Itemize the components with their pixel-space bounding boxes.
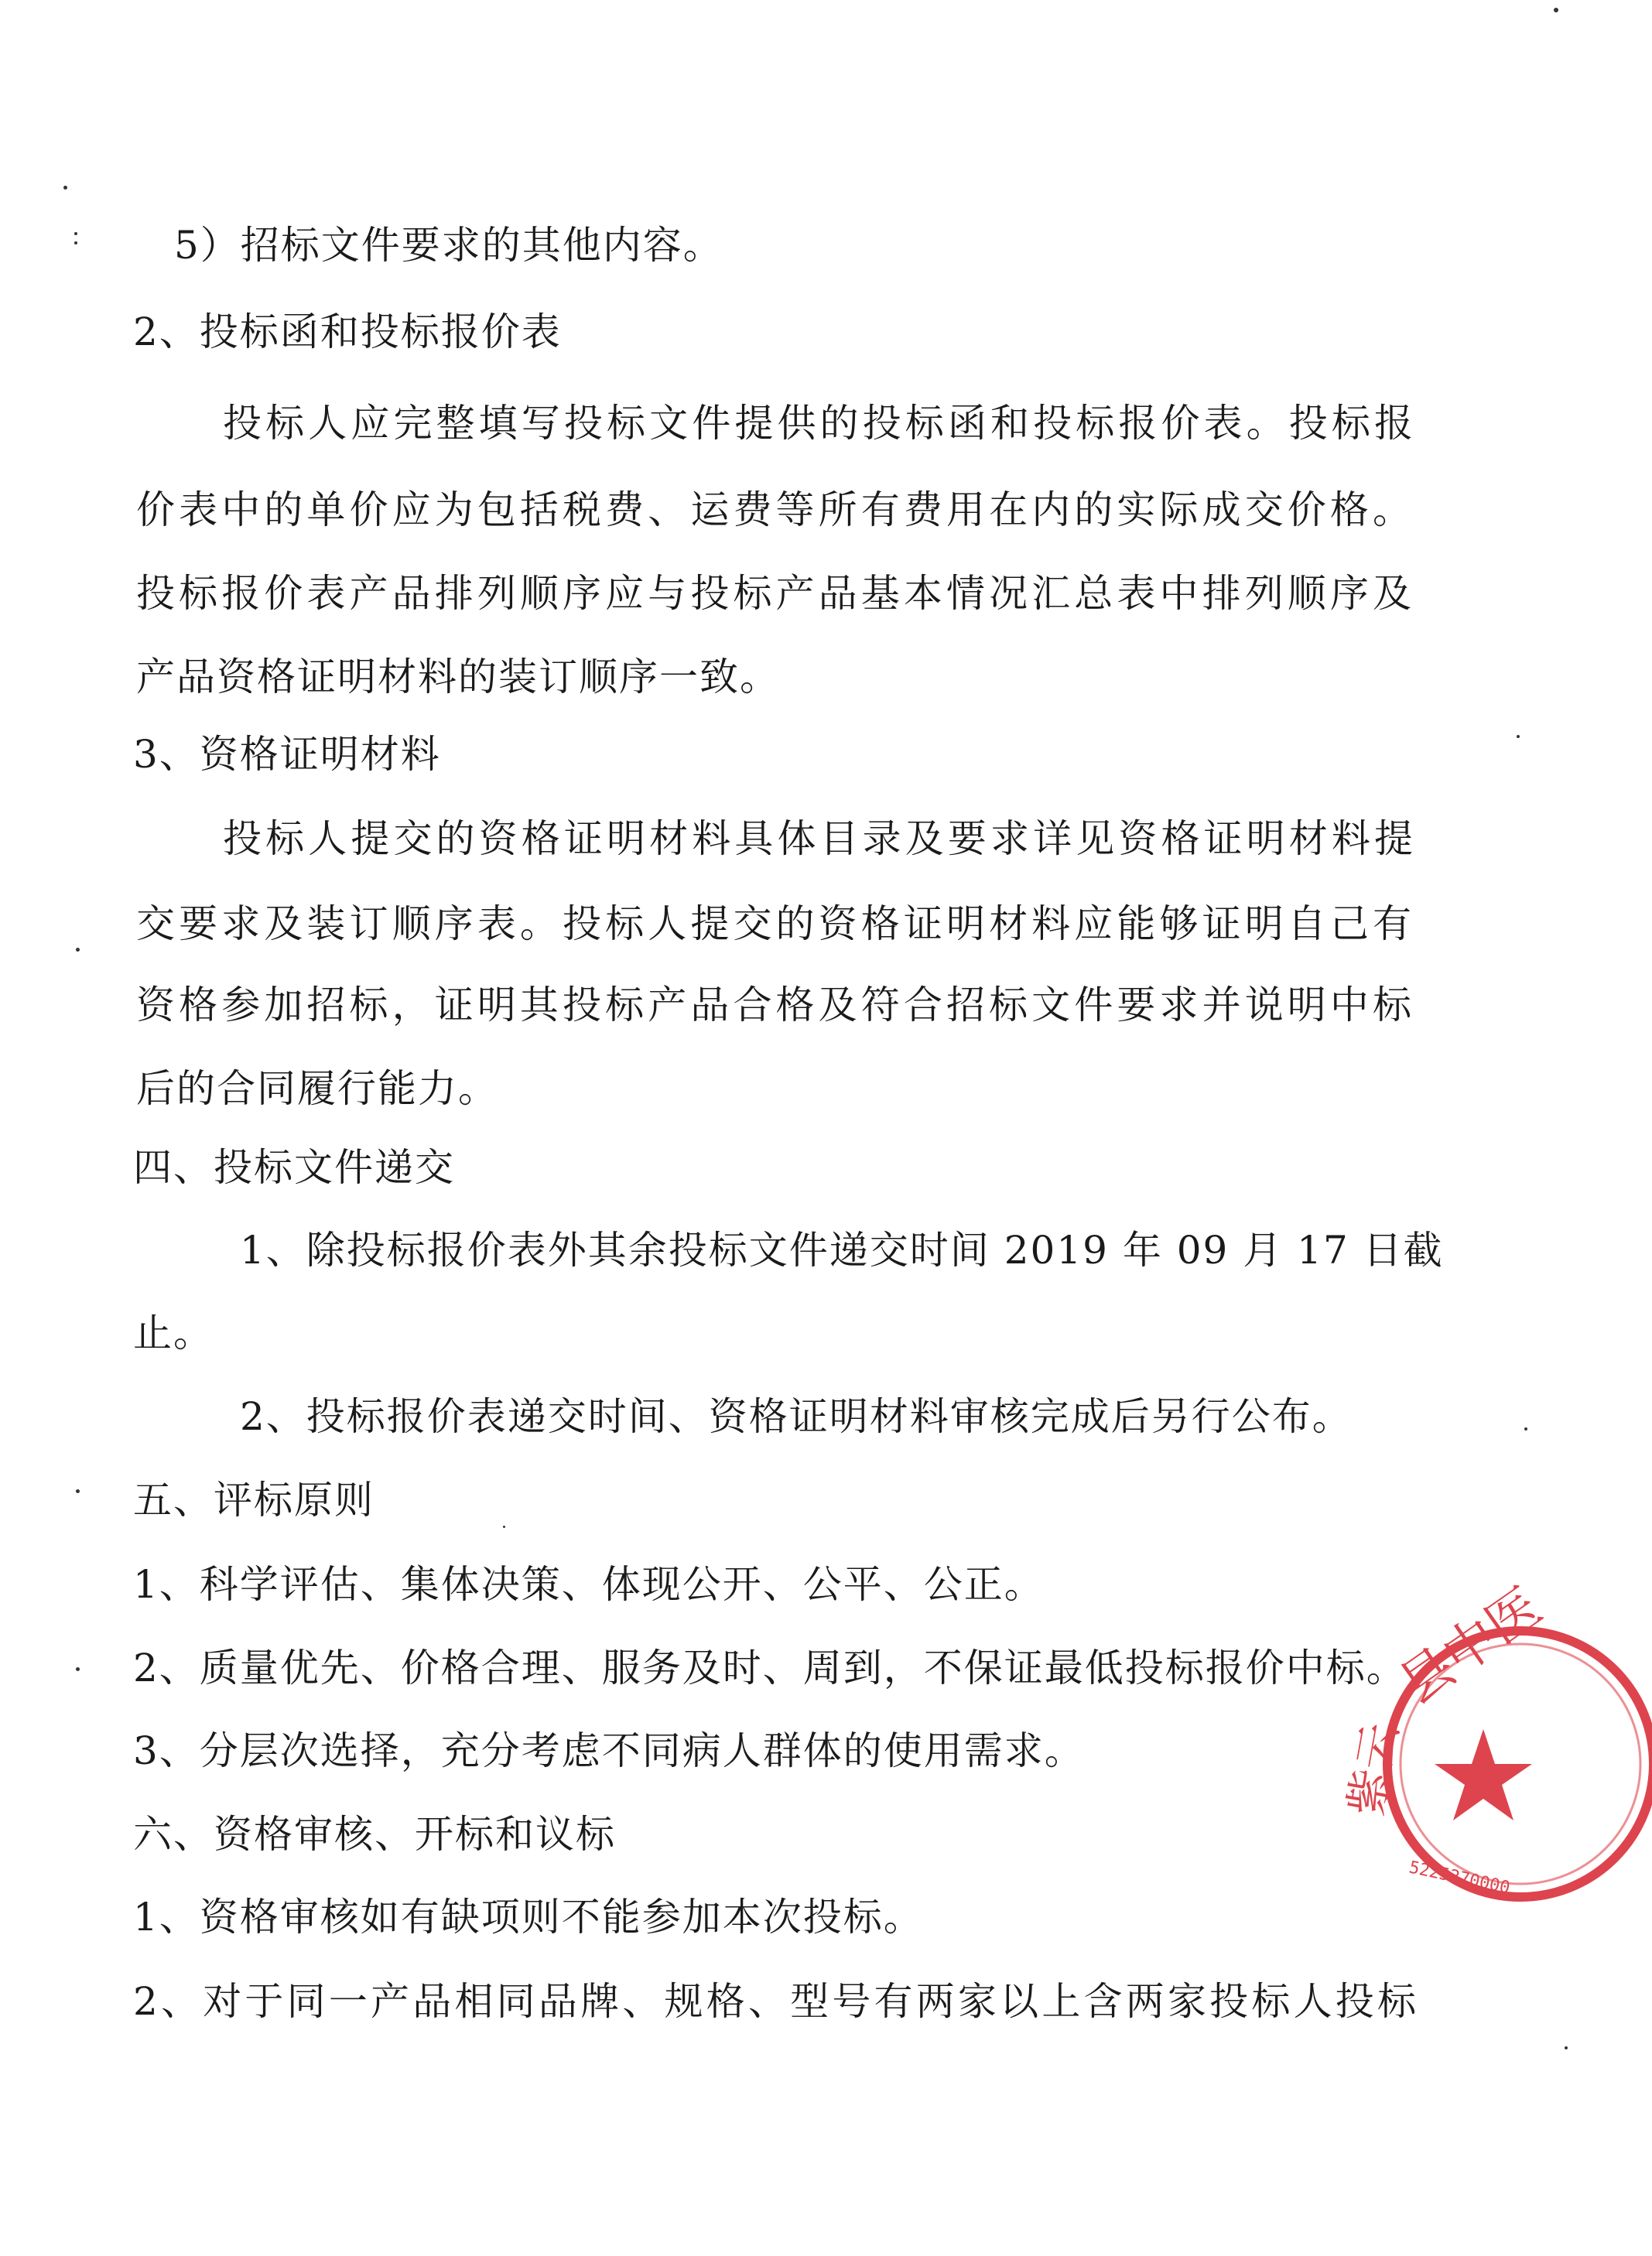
paragraph-line: 后的合同履行能力。 bbox=[136, 1066, 498, 1111]
paragraph-line: 投标报价表产品排列顺序应与投标产品基本情况汇总表中排列顺序及 bbox=[136, 571, 1413, 616]
scan-speck bbox=[1524, 1427, 1527, 1431]
section-heading: 3、资格证明材料 bbox=[133, 732, 441, 777]
section-heading: 五、评标原则 bbox=[133, 1478, 375, 1523]
paragraph-line: 投标人提交的资格证明材料具体目录及要求详见资格证明材料提 bbox=[223, 816, 1414, 861]
list-item: 2、质量优先、价格合理、服务及时、周到，不保证最低投标报价中标。 bbox=[133, 1646, 1407, 1690]
list-item: 1、资格审核如有缺项则不能参加本次投标。 bbox=[133, 1895, 924, 1940]
scan-speck bbox=[1565, 2046, 1568, 2049]
paragraph-line: 资格参加招标，证明其投标产品合格及符合招标文件要求并说明中标 bbox=[136, 983, 1413, 1027]
list-item: 3、分层次选择，充分考虑不同病人群体的使用需求。 bbox=[133, 1728, 1085, 1773]
scan-speck bbox=[63, 186, 67, 190]
section-heading: 四、投标文件递交 bbox=[133, 1145, 455, 1190]
list-item: 2、对于同一产品相同品牌、规格、型号有两家以上含两家投标人投标 bbox=[133, 1979, 1418, 2024]
paragraph-line: 2、投标报价表递交时间、资格证明材料审核完成后另行公布。 bbox=[240, 1394, 1353, 1439]
seal-title-left: 紫云 bbox=[1339, 1719, 1409, 1820]
paragraph-line: 价表中的单价应为包括税费、运费等所有费用在内的实际成交价格。 bbox=[136, 487, 1413, 532]
paragraph-line: 产品资格证明材料的装订顺序一致。 bbox=[136, 655, 780, 699]
paragraph-line: 止。 bbox=[133, 1311, 214, 1355]
scan-speck bbox=[74, 232, 77, 235]
scan-speck bbox=[76, 1489, 80, 1493]
scan-speck bbox=[74, 241, 77, 244]
seal-star-icon bbox=[1435, 1729, 1532, 1820]
section-heading: 2、投标函和投标报价表 bbox=[133, 309, 562, 354]
list-item: 1、科学评估、集体决策、体现公开、公平、公正。 bbox=[133, 1562, 1045, 1607]
paragraph-line: 交要求及装订顺序表。投标人提交的资格证明材料应能够证明自己有 bbox=[136, 901, 1413, 946]
seal-title: 县中医 bbox=[1388, 1576, 1553, 1717]
list-item: 5）招标文件要求的其他内容。 bbox=[174, 223, 723, 268]
scan-speck bbox=[503, 1526, 505, 1528]
scan-speck bbox=[1517, 735, 1520, 738]
scan-speck bbox=[76, 948, 80, 952]
section-heading: 六、资格审核、开标和议标 bbox=[133, 1812, 616, 1857]
seal-code: 5225270000 bbox=[1407, 1858, 1512, 1899]
scan-speck bbox=[76, 1667, 80, 1671]
scan-speck bbox=[1554, 8, 1558, 12]
official-seal bbox=[1339, 1576, 1652, 1923]
paragraph-line: 1、除投标报价表外其余投标文件递交时间 2019 年 09 月 17 日截 bbox=[240, 1228, 1444, 1273]
paragraph-line: 投标人应完整填写投标文件提供的投标函和投标报价表。投标报 bbox=[223, 401, 1414, 446]
seal-stamp-icon bbox=[1339, 1576, 1652, 1923]
